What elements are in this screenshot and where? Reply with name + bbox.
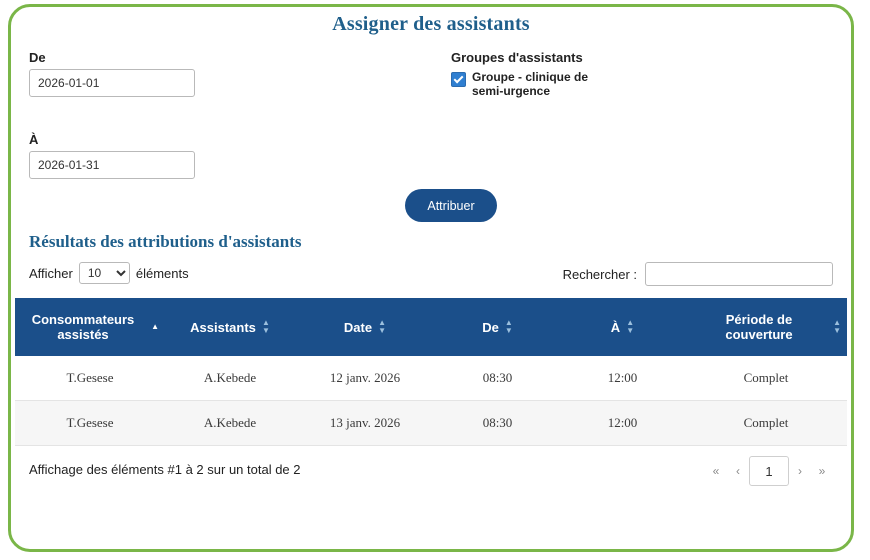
assistant-groups-block (451, 50, 711, 98)
search-label: Rechercher : (562, 266, 637, 282)
pagination-last-button[interactable]: » (811, 457, 833, 485)
cell-consumer: T.Gesese (15, 401, 165, 446)
submit-assign-button[interactable]: Attribuer (405, 189, 497, 222)
table-footer (29, 456, 833, 490)
column-header-assistants[interactable] (165, 298, 295, 356)
assistant-group-option-label: Groupe - clinique de semi-urgence (472, 70, 589, 98)
assign-assistants-panel (8, 4, 854, 552)
to-date-field-group (29, 132, 195, 179)
table-row[interactable] (15, 356, 847, 401)
pagination-page-1-button[interactable]: 1 (749, 456, 789, 486)
cell-to: 12:00 (560, 356, 685, 401)
table-row[interactable] (15, 401, 847, 446)
search-input[interactable] (645, 262, 833, 286)
pagination (705, 456, 833, 486)
to-date-input[interactable] (29, 151, 195, 179)
column-header-coverage[interactable] (685, 298, 847, 356)
cell-coverage: Complet (685, 356, 847, 401)
pagination-info: Affichage des éléments #1 à 2 sur un total de 2 (29, 462, 301, 477)
cell-assistant: A.Kebede (165, 356, 295, 401)
show-entries-control (29, 262, 189, 284)
from-date-field-group (29, 50, 195, 97)
pagination-prev-button[interactable]: ‹ (727, 457, 749, 485)
column-header-consumers[interactable] (15, 298, 165, 356)
from-date-label: De (29, 50, 46, 65)
column-header-label: De (482, 319, 499, 335)
assignment-form (11, 36, 851, 226)
assistant-group-option-row[interactable] (451, 70, 711, 98)
show-entries-suffix: éléments (135, 265, 189, 281)
column-header-label: Assistants (190, 319, 256, 335)
sort-toggle-icon[interactable]: ▲ ▼ (504, 318, 513, 335)
show-entries-prefix: Afficher (29, 265, 73, 281)
column-header-label: Date (343, 319, 373, 335)
cell-coverage: Complet (685, 401, 847, 446)
page-title: Assigner des assistants (332, 13, 530, 35)
sort-toggle-icon[interactable]: ▲ ▼ (833, 318, 841, 335)
sort-toggle-icon[interactable]: ▲ ▼ (626, 318, 635, 335)
cell-from: 08:30 (435, 356, 560, 401)
pagination-next-button[interactable]: › (789, 457, 811, 485)
cell-from: 08:30 (435, 401, 560, 446)
sort-toggle-icon[interactable]: ▲ ▼ (378, 318, 387, 335)
column-header-date[interactable] (295, 298, 435, 356)
pagination-first-button[interactable]: « (705, 457, 727, 485)
checkbox-icon[interactable] (451, 72, 466, 87)
cell-to: 12:00 (560, 401, 685, 446)
column-header-label: À (610, 319, 621, 335)
assignments-table (15, 298, 847, 446)
entries-per-page-select[interactable] (79, 262, 130, 284)
cell-consumer: T.Gesese (15, 356, 165, 401)
cell-date: 13 janv. 2026 (295, 401, 435, 446)
results-title: Résultats des attributions d'assistants (29, 232, 302, 251)
assistant-groups-label: Groupes d'assistants (451, 50, 583, 65)
column-header-label: Période de couverture (725, 312, 793, 342)
to-date-label: À (29, 132, 39, 147)
table-controls (29, 262, 833, 290)
cell-assistant: A.Kebede (165, 401, 295, 446)
from-date-input[interactable] (29, 69, 195, 97)
column-header-from[interactable] (435, 298, 560, 356)
cell-date: 12 janv. 2026 (295, 356, 435, 401)
sort-ascending-icon[interactable]: ▲ (151, 322, 159, 331)
column-header-label: Consommateurs assistés (31, 312, 135, 342)
sort-toggle-icon[interactable]: ▲ ▼ (261, 318, 270, 335)
search-control (563, 262, 833, 286)
table-header-row (15, 298, 847, 356)
column-header-to[interactable] (560, 298, 685, 356)
